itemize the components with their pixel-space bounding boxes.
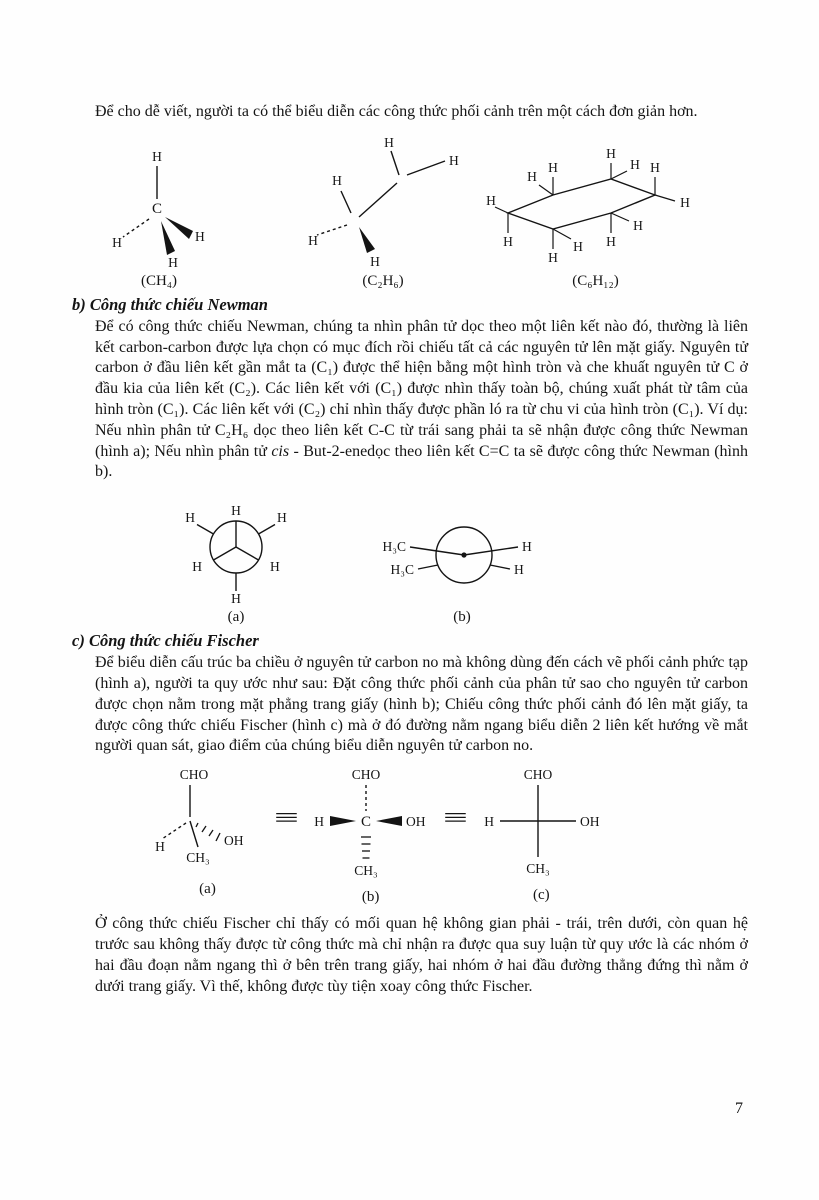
bond-wedge bbox=[376, 816, 402, 826]
hash-tick bbox=[202, 826, 206, 832]
atom-label-h: H bbox=[277, 510, 287, 526]
perspective-formulas-figure bbox=[105, 133, 819, 290]
bond-line bbox=[341, 191, 351, 213]
atom-label-h: H bbox=[155, 839, 165, 855]
bond-dashed bbox=[317, 225, 347, 235]
atom-label-h: H bbox=[195, 228, 205, 244]
bond-wedge bbox=[330, 816, 356, 826]
bond-dashed bbox=[162, 823, 186, 839]
bond-line bbox=[655, 195, 675, 201]
atom-label-h: H bbox=[650, 159, 660, 175]
methane-structure bbox=[105, 147, 213, 269]
section-b-paragraph bbox=[95, 317, 748, 483]
atom-label-h: H bbox=[484, 814, 495, 830]
ethane-figure bbox=[303, 133, 463, 290]
newman-butene-figure bbox=[352, 505, 572, 626]
hydroxyl-label: OH bbox=[224, 833, 244, 849]
atom-label-h: H bbox=[522, 539, 532, 555]
fischer-c-structure bbox=[476, 765, 606, 883]
newman-ethane-figure bbox=[180, 489, 292, 626]
bond-line bbox=[539, 185, 553, 195]
bond-line bbox=[236, 547, 259, 560]
methyl-label: H₃C bbox=[382, 539, 406, 555]
bond-line bbox=[391, 151, 399, 175]
atom-label-h: H bbox=[548, 159, 558, 175]
atom-label-h: H bbox=[231, 591, 241, 606]
hydroxyl-label: OH bbox=[405, 814, 426, 830]
atom-label-h: H bbox=[112, 234, 122, 250]
bond-line bbox=[490, 565, 510, 569]
atom-label-h: H bbox=[680, 194, 690, 210]
methane-figure bbox=[105, 147, 213, 290]
cho-label: CHO bbox=[351, 767, 380, 783]
atom-label-h: H bbox=[231, 503, 241, 519]
bond-line bbox=[214, 547, 237, 560]
methyl-label: CH₃ bbox=[526, 861, 551, 877]
methyl-label: CH₃ bbox=[353, 863, 378, 879]
atom-label-h: H bbox=[192, 559, 202, 575]
bond-line bbox=[495, 207, 508, 213]
bond-wedge bbox=[161, 221, 175, 255]
cyclohexane-chair-structure bbox=[483, 145, 708, 269]
hydroxyl-label: OH bbox=[580, 814, 600, 830]
atom-label-h: H bbox=[313, 814, 324, 830]
section-c-paragraph: Để biểu diễn cấu trúc ba chiều ở nguyên tử carbon no mà không dùng đến cách vẽ phối cảnh phức tạp (hình a), người ta quy ước như sau: Đặt công thức phối cảnh của phân tử sao cho nguyên tử carbon được chọn nằm trong mặt phẳng trang giấy (hình b); Chiếu công thức phối cảnh đó lên mặt giấy, ta được công thức chiếu Fischer (hình c) mà ở đó đường nằm ngang biểu diễn 2 liên kết hướng về mắt người quan sát, giao điểm của chúng biểu diễn nguyên tử carbon no. bbox=[95, 654, 748, 755]
fischer-perspective-figure bbox=[150, 765, 265, 898]
atom-label-h: H bbox=[606, 233, 616, 249]
bond-line bbox=[197, 525, 214, 535]
fischer-projections-figure bbox=[150, 765, 819, 906]
bond-line bbox=[611, 171, 627, 179]
atom-label-h: H bbox=[332, 172, 342, 188]
newman-ethane-structure bbox=[180, 489, 292, 605]
methyl-label: H₃C bbox=[390, 562, 414, 578]
bond-line bbox=[611, 213, 629, 221]
newman-a-caption: (a) bbox=[227, 609, 245, 626]
section-c-heading: c) Công thức chiếu Fischer bbox=[72, 631, 259, 651]
atom-label-h: H bbox=[152, 148, 162, 164]
fischer-inplane-figure bbox=[308, 765, 434, 906]
bond-line bbox=[407, 161, 445, 175]
hash-tick bbox=[209, 830, 213, 836]
atom-label-h: H bbox=[503, 233, 513, 249]
bond-dashed bbox=[123, 219, 149, 237]
equivalence-symbol: ≡ bbox=[442, 803, 468, 833]
section-b-text-2: - But-2-enedọc theo liên kết C=C ta sẽ được công thức Newman (hình b). bbox=[95, 442, 748, 481]
closing-paragraph: Ở công thức chiếu Fischer chỉ thấy có mối quan hệ không gian phải - trái, trên dưới, còn quan hệ trước sau không thấy được từ công thức mà chỉ nhận ra được qua suy luận từ quy ước là các nhóm ở hai đầu đoạn nằm ngang thì ở bên trên trang giấy, hai nhóm ở hai đầu đường thẳng đứng thì nằm ở dưới trang giấy. Vì thế, không được tùy tiện xoay công thức Fischer. bbox=[95, 915, 748, 995]
fischer-c-caption: (c) bbox=[533, 887, 550, 904]
ethane-structure bbox=[303, 133, 463, 269]
fischer-b-caption: (b) bbox=[361, 889, 380, 906]
atom-label-h: H bbox=[308, 232, 318, 248]
cis-italic: cis bbox=[271, 442, 290, 460]
atom-label-h: H bbox=[168, 254, 178, 269]
section-b-heading: b) Công thức chiếu Newman bbox=[72, 294, 268, 314]
atom-label-h: H bbox=[633, 217, 643, 233]
fischer-projection-figure bbox=[476, 765, 606, 904]
cyclohexane-figure bbox=[483, 145, 708, 290]
fischer-a-structure bbox=[150, 765, 265, 877]
bond-wedge bbox=[165, 217, 193, 239]
ethane-caption: (C₂H₆) bbox=[362, 272, 404, 289]
hash-tick bbox=[216, 833, 220, 841]
cho-label: CHO bbox=[524, 767, 553, 783]
newman-b-caption: (b) bbox=[453, 609, 471, 626]
methane-caption: (CH₄) bbox=[140, 272, 178, 289]
atom-label-h: H bbox=[384, 134, 394, 150]
cyclohexane-caption: (C₆H₁₂) bbox=[572, 272, 619, 289]
cho-label: CHO bbox=[179, 767, 209, 783]
page-number: 7 bbox=[735, 1100, 743, 1117]
atom-label-c: C bbox=[151, 200, 163, 217]
atom-label-h: H bbox=[606, 145, 616, 161]
fischer-a-caption: (a) bbox=[199, 881, 216, 898]
fischer-b-structure bbox=[308, 765, 434, 885]
methyl-label: CH₃ bbox=[186, 850, 210, 866]
bond-line bbox=[259, 525, 276, 535]
atom-label-h: H bbox=[630, 156, 640, 172]
atom-label-h: H bbox=[486, 192, 496, 208]
newman-projections-figure bbox=[180, 489, 819, 626]
equivalence-symbol: ≡ bbox=[273, 803, 299, 833]
atom-label-h: H bbox=[185, 510, 195, 526]
bond-line bbox=[359, 183, 397, 217]
atom-label-h: H bbox=[270, 559, 280, 575]
intro-paragraph: Để cho dễ viết, người ta có thể biểu diễn các công thức phối cảnh trên một cách đơn giản hơn. bbox=[95, 103, 698, 120]
bond-wedge bbox=[359, 227, 375, 253]
bond-line bbox=[553, 229, 571, 239]
newman-butene-structure bbox=[352, 505, 572, 605]
atom-label-h: H bbox=[573, 238, 583, 254]
atom-label-h: H bbox=[527, 168, 537, 184]
atom-label-h: H bbox=[548, 249, 558, 265]
atom-label-h: H bbox=[370, 253, 380, 269]
bond-line bbox=[418, 565, 438, 569]
atom-label-h: H bbox=[514, 562, 524, 578]
section-b-text-1: Để có công thức chiếu Newman, chúng ta nhìn phân tử dọc theo một liên kết nào đó, thường là liên kết carbon-carbon được lựa chọn có mục đích rồi chiếu tất cả các nguyên tử lên mặt giấy. Nguyên tử carbon ở đầu liên kết gần mắt ta (C₁) được thể hiện bằng một hình tròn và che khuất nguyên tử C ở đầu kia của liên kết (C₂). Các liên kết với (C₁) được nhìn thấy toàn bộ, chúng xuất phát từ tâm của hình tròn (C₁). Các liên kết với (C₂) chỉ nhìn thấy được phần ló ra từ chu vi của hình tròn (C₁). Ví dụ: Nếu nhìn phân tử C₂H₆ dọc theo liên kết C-C từ trái sang phải ta sẽ nhận được công thức Newman (hình a); Nếu nhìn phân tử bbox=[95, 317, 748, 460]
hash-tick bbox=[196, 823, 198, 827]
atom-label-c: C bbox=[360, 814, 371, 831]
atom-label-h: H bbox=[449, 152, 459, 168]
